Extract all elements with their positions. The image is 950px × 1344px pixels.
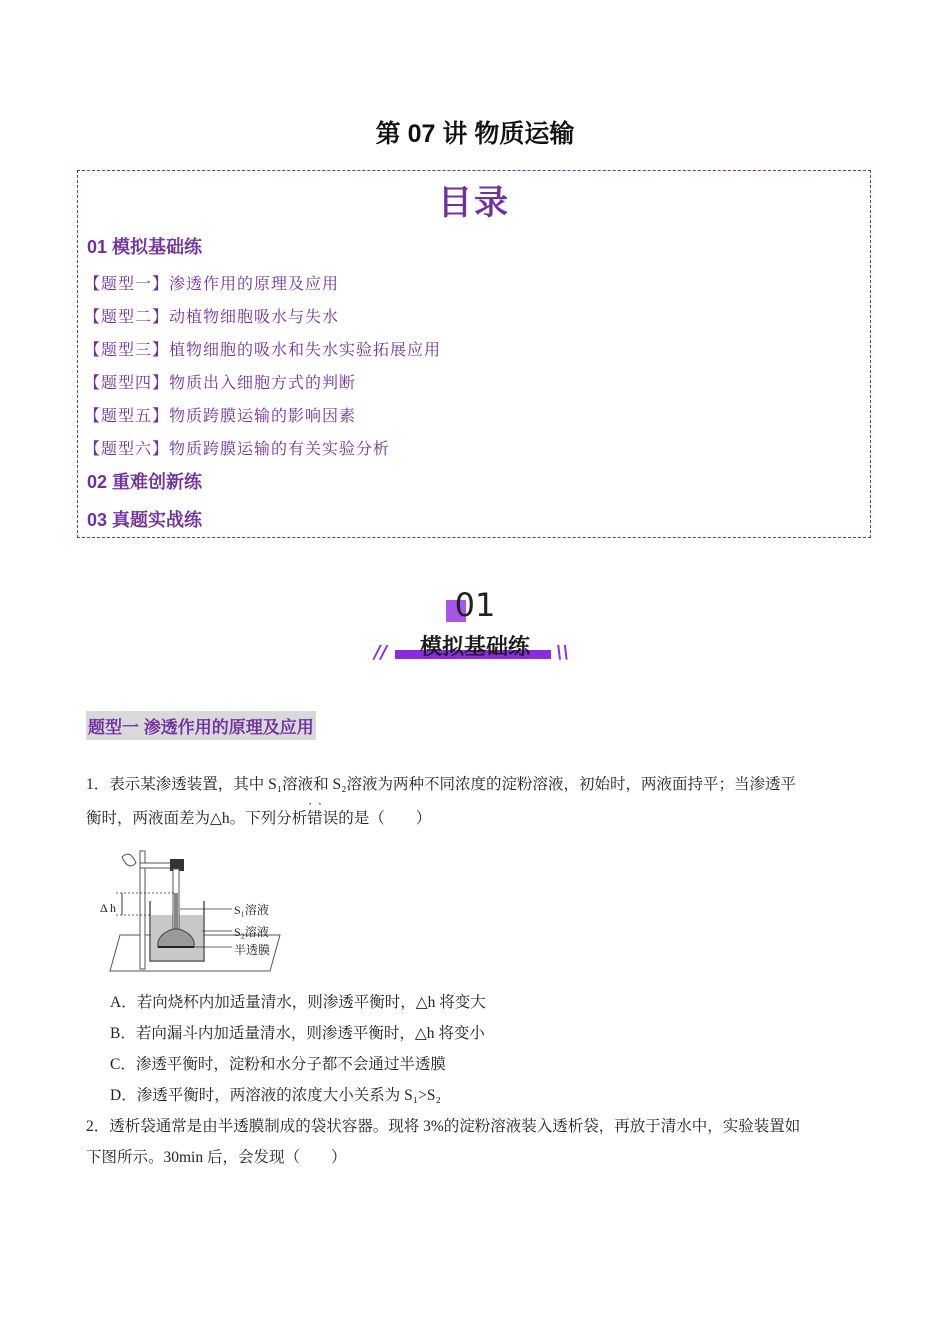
document-title: 第 07 讲 物质运输 — [375, 120, 575, 148]
toc-item-1[interactable]: 【题型一】渗透作用的原理及应用 — [84, 274, 340, 293]
q1-option-a[interactable]: A．若向烧杯内加适量清水，则渗透平衡时，△h 将变大 — [110, 994, 486, 1011]
delta-h-label: Δ h — [100, 901, 117, 915]
toc-item-3[interactable]: 【题型三】植物细胞的吸水和失水实验拓展应用 — [84, 340, 442, 359]
s1-label: S₁溶液 — [234, 903, 269, 917]
banner-slash-left-icon: // — [374, 642, 388, 663]
toc-item-5[interactable]: 【题型五】物质跨膜运输的影响因素 — [84, 406, 357, 425]
toc-item-2[interactable]: 【题型二】动植物细胞吸水与失水 — [84, 307, 340, 326]
s2-label: S₂溶液 — [234, 925, 269, 939]
table-of-contents — [77, 170, 871, 538]
q1-option-c[interactable]: C．渗透平衡时，淀粉和水分子都不会通过半透膜 — [110, 1056, 446, 1073]
toc-section-2[interactable]: 02 重难创新练 — [87, 472, 203, 492]
toc-section-3[interactable]: 03 真题实战练 — [87, 510, 203, 530]
question-type-heading: 题型一 渗透作用的原理及应用 — [86, 711, 316, 740]
banner-number: 01 — [454, 586, 496, 624]
q1-option-b[interactable]: B．若向漏斗内加适量清水，则渗透平衡时，△h 将变小 — [110, 1025, 485, 1042]
banner-slash-right-icon: \\ — [556, 642, 570, 663]
q2-stem-line2: 下图所示。30min 后，会发现（ ） — [86, 1149, 347, 1166]
q2-stem-line1: 2．透析袋通常是由半透膜制成的袋状容器。现将 3%的淀粉溶液装入透析袋，再放于清水中，实验装置如 — [86, 1118, 801, 1135]
toc-section-1[interactable]: 01 模拟基础练 — [87, 237, 203, 257]
toc-heading: 目录 — [438, 184, 510, 222]
section-banner — [370, 586, 580, 666]
q1-emphasis: 错误 · · — [307, 810, 338, 827]
toc-item-6[interactable]: 【题型六】物质跨膜运输的有关实验分析 — [84, 439, 391, 458]
q1-stem-line1: 1．表示某渗透装置，其中 S₁溶液和 S₂溶液为两种不同浓度的淀粉溶液，初始时，两液面持平；当渗透平 — [86, 776, 797, 793]
q1-option-d[interactable]: D．渗透平衡时，两溶液的浓度大小关系为 S₁>S₂ — [110, 1087, 441, 1104]
osmosis-apparatus-figure — [100, 845, 290, 975]
toc-item-4[interactable]: 【题型四】物质出入细胞方式的判断 — [84, 373, 357, 392]
q1-stem-line2: 衡时，两液面差为△h。下列分析错误 · ·的是（ ） — [86, 806, 431, 828]
membrane-label: 半透膜 — [234, 943, 271, 957]
banner-label: 模拟基础练 — [419, 634, 530, 659]
